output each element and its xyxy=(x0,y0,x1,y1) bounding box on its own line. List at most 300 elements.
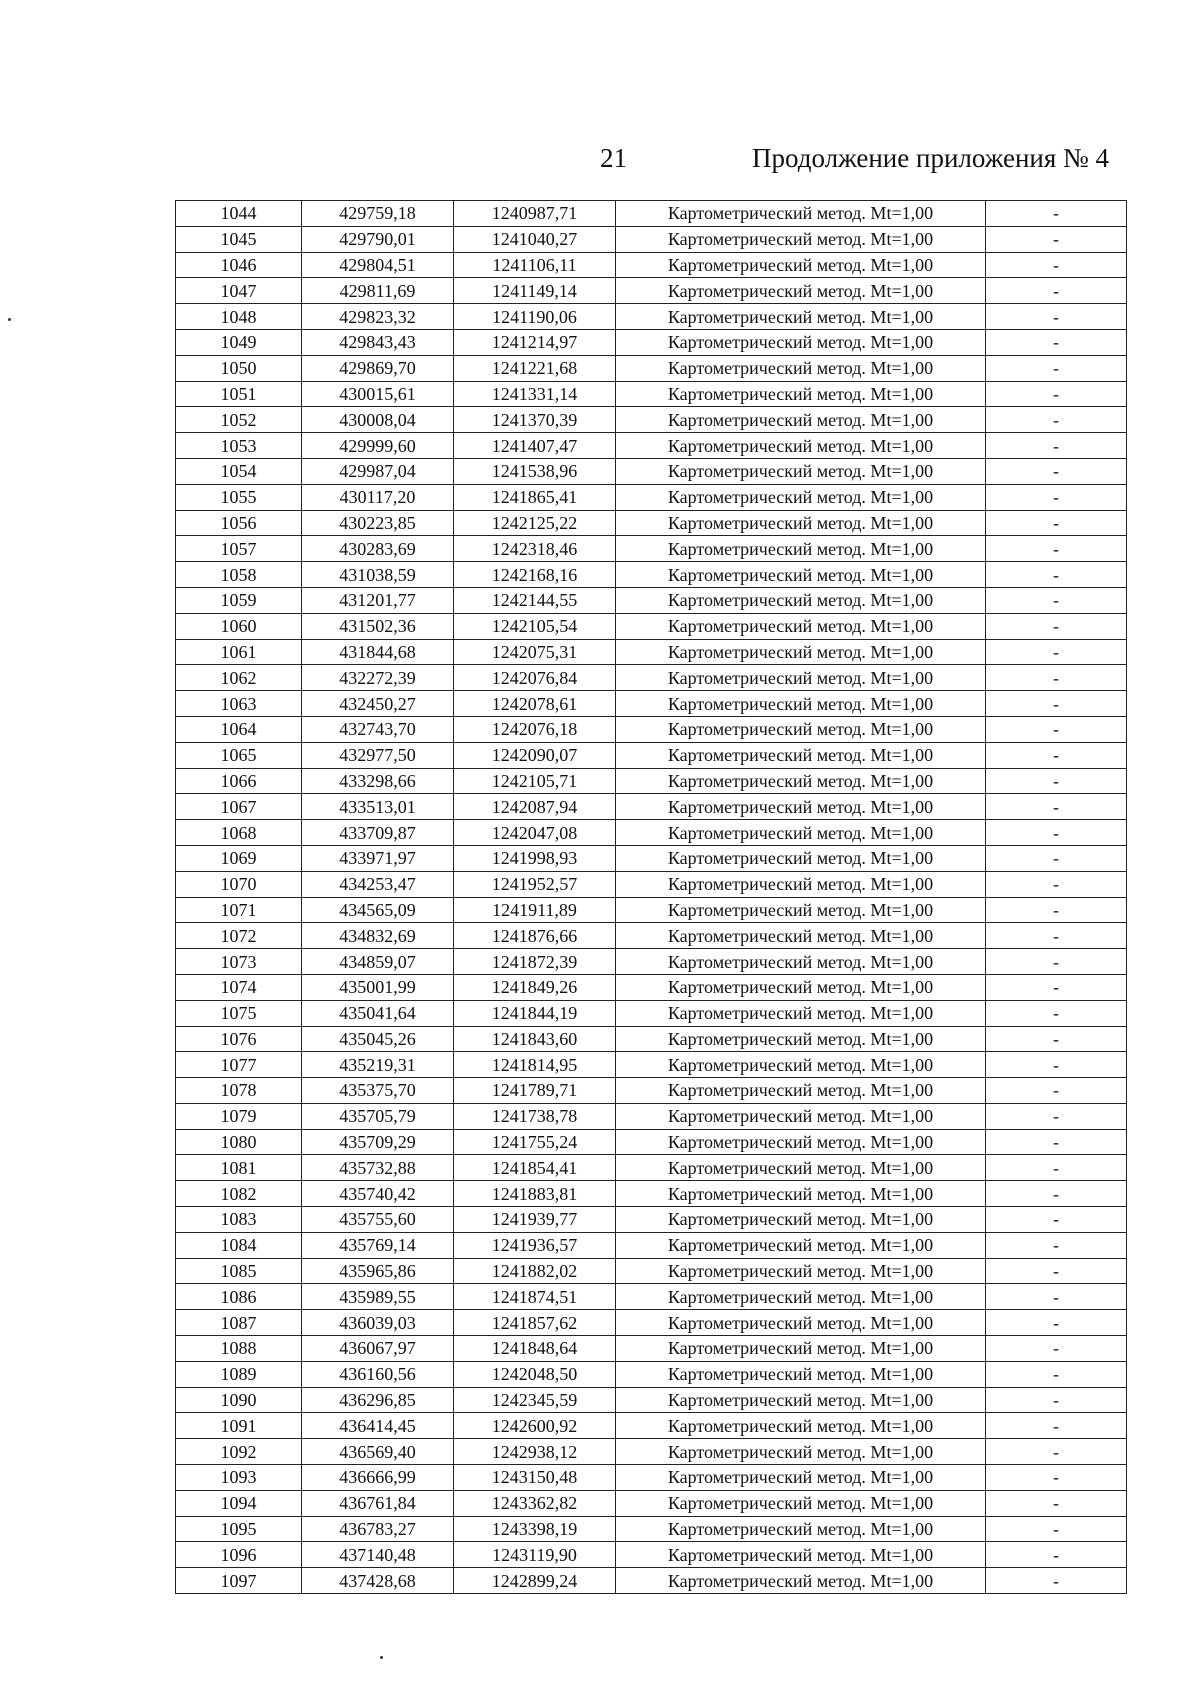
note-cell: - xyxy=(986,665,1127,691)
point-number-cell: 1052 xyxy=(176,407,302,433)
table-row xyxy=(176,304,1127,330)
table-row xyxy=(176,329,1127,355)
note-cell: - xyxy=(986,458,1127,484)
x-coordinate-cell: 431844,68 xyxy=(302,639,454,665)
table-row xyxy=(176,768,1127,794)
x-coordinate-cell: 434565,09 xyxy=(302,897,454,923)
x-coordinate-cell: 435732,88 xyxy=(302,1155,454,1181)
note-cell: - xyxy=(986,1490,1127,1516)
point-number-cell: 1069 xyxy=(176,845,302,871)
table-row xyxy=(176,433,1127,459)
x-coordinate-cell: 435045,26 xyxy=(302,1026,454,1052)
x-coordinate-cell: 435755,60 xyxy=(302,1207,454,1233)
table-row xyxy=(176,923,1127,949)
y-coordinate-cell: 1243150,48 xyxy=(454,1465,616,1491)
table-row xyxy=(176,716,1127,742)
y-coordinate-cell: 1241370,39 xyxy=(454,407,616,433)
y-coordinate-cell: 1241538,96 xyxy=(454,458,616,484)
note-cell: - xyxy=(986,974,1127,1000)
y-coordinate-cell: 1241849,26 xyxy=(454,974,616,1000)
note-cell: - xyxy=(986,433,1127,459)
point-number-cell: 1072 xyxy=(176,923,302,949)
y-coordinate-cell: 1241844,19 xyxy=(454,1000,616,1026)
y-coordinate-cell: 1241936,57 xyxy=(454,1232,616,1258)
note-cell: - xyxy=(986,1542,1127,1568)
method-cell: Картометрический метод. Mt=1,00 xyxy=(616,1490,986,1516)
y-coordinate-cell: 1242048,50 xyxy=(454,1361,616,1387)
method-cell: Картометрический метод. Mt=1,00 xyxy=(616,201,986,227)
table-row xyxy=(176,226,1127,252)
table-row xyxy=(176,1258,1127,1284)
note-cell: - xyxy=(986,1439,1127,1465)
table-row xyxy=(176,820,1127,846)
method-cell: Картометрический метод. Mt=1,00 xyxy=(616,1155,986,1181)
method-cell: Картометрический метод. Mt=1,00 xyxy=(616,639,986,665)
y-coordinate-cell: 1242087,94 xyxy=(454,794,616,820)
note-cell: - xyxy=(986,1568,1127,1594)
point-number-cell: 1066 xyxy=(176,768,302,794)
table-row xyxy=(176,1516,1127,1542)
y-coordinate-cell: 1241106,11 xyxy=(454,252,616,278)
method-cell: Картометрический метод. Mt=1,00 xyxy=(616,1181,986,1207)
x-coordinate-cell: 431038,59 xyxy=(302,562,454,588)
coordinates-table-body xyxy=(176,201,1127,1594)
x-coordinate-cell: 431502,36 xyxy=(302,613,454,639)
note-cell: - xyxy=(986,1284,1127,1310)
x-coordinate-cell: 434859,07 xyxy=(302,949,454,975)
point-number-cell: 1070 xyxy=(176,871,302,897)
method-cell: Картометрический метод. Mt=1,00 xyxy=(616,381,986,407)
point-number-cell: 1094 xyxy=(176,1490,302,1516)
y-coordinate-cell: 1241939,77 xyxy=(454,1207,616,1233)
y-coordinate-cell: 1241789,71 xyxy=(454,1078,616,1104)
point-number-cell: 1085 xyxy=(176,1258,302,1284)
y-coordinate-cell: 1242076,18 xyxy=(454,716,616,742)
note-cell: - xyxy=(986,820,1127,846)
y-coordinate-cell: 1242090,07 xyxy=(454,742,616,768)
method-cell: Картометрический метод. Mt=1,00 xyxy=(616,794,986,820)
method-cell: Картометрический метод. Mt=1,00 xyxy=(616,1129,986,1155)
note-cell: - xyxy=(986,304,1127,330)
point-number-cell: 1051 xyxy=(176,381,302,407)
table-row xyxy=(176,1490,1127,1516)
table-row xyxy=(176,536,1127,562)
x-coordinate-cell: 436761,84 xyxy=(302,1490,454,1516)
y-coordinate-cell: 1242600,92 xyxy=(454,1413,616,1439)
table-row xyxy=(176,510,1127,536)
y-coordinate-cell: 1241876,66 xyxy=(454,923,616,949)
method-cell: Картометрический метод. Mt=1,00 xyxy=(616,1336,986,1362)
method-cell: Картометрический метод. Mt=1,00 xyxy=(616,458,986,484)
table-row xyxy=(176,1413,1127,1439)
x-coordinate-cell: 433709,87 xyxy=(302,820,454,846)
point-number-cell: 1045 xyxy=(176,226,302,252)
point-number-cell: 1095 xyxy=(176,1516,302,1542)
table-row xyxy=(176,1232,1127,1258)
table-row xyxy=(176,1052,1127,1078)
y-coordinate-cell: 1241755,24 xyxy=(454,1129,616,1155)
y-coordinate-cell: 1241407,47 xyxy=(454,433,616,459)
table-row xyxy=(176,1155,1127,1181)
point-number-cell: 1080 xyxy=(176,1129,302,1155)
y-coordinate-cell: 1241738,78 xyxy=(454,1103,616,1129)
point-number-cell: 1048 xyxy=(176,304,302,330)
point-number-cell: 1092 xyxy=(176,1439,302,1465)
x-coordinate-cell: 432272,39 xyxy=(302,665,454,691)
note-cell: - xyxy=(986,278,1127,304)
table-row xyxy=(176,381,1127,407)
table-row xyxy=(176,639,1127,665)
note-cell: - xyxy=(986,1361,1127,1387)
point-number-cell: 1060 xyxy=(176,613,302,639)
page-title: Продолжение приложения № 4 xyxy=(752,143,1110,173)
table-row xyxy=(176,1542,1127,1568)
note-cell: - xyxy=(986,1258,1127,1284)
x-coordinate-cell: 429804,51 xyxy=(302,252,454,278)
y-coordinate-cell: 1242047,08 xyxy=(454,820,616,846)
note-cell: - xyxy=(986,1387,1127,1413)
table-row xyxy=(176,484,1127,510)
method-cell: Картометрический метод. Mt=1,00 xyxy=(616,1361,986,1387)
x-coordinate-cell: 429811,69 xyxy=(302,278,454,304)
method-cell: Картометрический метод. Mt=1,00 xyxy=(616,355,986,381)
note-cell: - xyxy=(986,1103,1127,1129)
note-cell: - xyxy=(986,1465,1127,1491)
point-number-cell: 1086 xyxy=(176,1284,302,1310)
method-cell: Картометрический метод. Mt=1,00 xyxy=(616,1387,986,1413)
point-number-cell: 1081 xyxy=(176,1155,302,1181)
point-number-cell: 1067 xyxy=(176,794,302,820)
y-coordinate-cell: 1241331,14 xyxy=(454,381,616,407)
table-row xyxy=(176,1361,1127,1387)
x-coordinate-cell: 429759,18 xyxy=(302,201,454,227)
note-cell: - xyxy=(986,742,1127,768)
point-number-cell: 1056 xyxy=(176,510,302,536)
x-coordinate-cell: 430223,85 xyxy=(302,510,454,536)
point-number-cell: 1078 xyxy=(176,1078,302,1104)
method-cell: Картометрический метод. Mt=1,00 xyxy=(616,949,986,975)
x-coordinate-cell: 431201,77 xyxy=(302,587,454,613)
point-number-cell: 1050 xyxy=(176,355,302,381)
point-number-cell: 1063 xyxy=(176,691,302,717)
x-coordinate-cell: 430008,04 xyxy=(302,407,454,433)
y-coordinate-cell: 1241874,51 xyxy=(454,1284,616,1310)
table-row xyxy=(176,1439,1127,1465)
method-cell: Картометрический метод. Mt=1,00 xyxy=(616,845,986,871)
table-row xyxy=(176,1181,1127,1207)
y-coordinate-cell: 1241848,64 xyxy=(454,1336,616,1362)
y-coordinate-cell: 1241843,60 xyxy=(454,1026,616,1052)
method-cell: Картометрический метод. Mt=1,00 xyxy=(616,691,986,717)
method-cell: Картометрический метод. Mt=1,00 xyxy=(616,742,986,768)
y-coordinate-cell: 1242144,55 xyxy=(454,587,616,613)
y-coordinate-cell: 1241149,14 xyxy=(454,278,616,304)
method-cell: Картометрический метод. Mt=1,00 xyxy=(616,562,986,588)
method-cell: Картометрический метод. Mt=1,00 xyxy=(616,1000,986,1026)
table-row xyxy=(176,691,1127,717)
note-cell: - xyxy=(986,613,1127,639)
note-cell: - xyxy=(986,329,1127,355)
note-cell: - xyxy=(986,226,1127,252)
point-number-cell: 1053 xyxy=(176,433,302,459)
note-cell: - xyxy=(986,949,1127,975)
y-coordinate-cell: 1242125,22 xyxy=(454,510,616,536)
method-cell: Картометрический метод. Mt=1,00 xyxy=(616,923,986,949)
method-cell: Картометрический метод. Mt=1,00 xyxy=(616,510,986,536)
table-row xyxy=(176,1207,1127,1233)
point-number-cell: 1096 xyxy=(176,1542,302,1568)
y-coordinate-cell: 1240987,71 xyxy=(454,201,616,227)
table-row xyxy=(176,252,1127,278)
note-cell: - xyxy=(986,1336,1127,1362)
point-number-cell: 1055 xyxy=(176,484,302,510)
x-coordinate-cell: 437140,48 xyxy=(302,1542,454,1568)
x-coordinate-cell: 435989,55 xyxy=(302,1284,454,1310)
x-coordinate-cell: 437428,68 xyxy=(302,1568,454,1594)
point-number-cell: 1075 xyxy=(176,1000,302,1026)
note-cell: - xyxy=(986,355,1127,381)
x-coordinate-cell: 430015,61 xyxy=(302,381,454,407)
method-cell: Картометрический метод. Mt=1,00 xyxy=(616,1052,986,1078)
table-row xyxy=(176,1310,1127,1336)
note-cell: - xyxy=(986,691,1127,717)
point-number-cell: 1082 xyxy=(176,1181,302,1207)
method-cell: Картометрический метод. Mt=1,00 xyxy=(616,1465,986,1491)
y-coordinate-cell: 1241998,93 xyxy=(454,845,616,871)
method-cell: Картометрический метод. Mt=1,00 xyxy=(616,329,986,355)
point-number-cell: 1059 xyxy=(176,587,302,613)
point-number-cell: 1064 xyxy=(176,716,302,742)
point-number-cell: 1073 xyxy=(176,949,302,975)
note-cell: - xyxy=(986,1207,1127,1233)
y-coordinate-cell: 1241221,68 xyxy=(454,355,616,381)
method-cell: Картометрический метод. Mt=1,00 xyxy=(616,304,986,330)
note-cell: - xyxy=(986,201,1127,227)
scan-speck xyxy=(380,1656,383,1659)
method-cell: Картометрический метод. Mt=1,00 xyxy=(616,1413,986,1439)
method-cell: Картометрический метод. Mt=1,00 xyxy=(616,1232,986,1258)
note-cell: - xyxy=(986,562,1127,588)
y-coordinate-cell: 1243398,19 xyxy=(454,1516,616,1542)
table-row xyxy=(176,1026,1127,1052)
note-cell: - xyxy=(986,1413,1127,1439)
x-coordinate-cell: 433298,66 xyxy=(302,768,454,794)
table-row xyxy=(176,458,1127,484)
point-number-cell: 1097 xyxy=(176,1568,302,1594)
x-coordinate-cell: 435965,86 xyxy=(302,1258,454,1284)
method-cell: Картометрический метод. Mt=1,00 xyxy=(616,1103,986,1129)
y-coordinate-cell: 1242938,12 xyxy=(454,1439,616,1465)
x-coordinate-cell: 435041,64 xyxy=(302,1000,454,1026)
note-cell: - xyxy=(986,381,1127,407)
x-coordinate-cell: 436160,56 xyxy=(302,1361,454,1387)
method-cell: Картометрический метод. Mt=1,00 xyxy=(616,974,986,1000)
table-row xyxy=(176,355,1127,381)
note-cell: - xyxy=(986,407,1127,433)
method-cell: Картометрический метод. Mt=1,00 xyxy=(616,820,986,846)
point-number-cell: 1068 xyxy=(176,820,302,846)
method-cell: Картометрический метод. Mt=1,00 xyxy=(616,1542,986,1568)
point-number-cell: 1083 xyxy=(176,1207,302,1233)
note-cell: - xyxy=(986,1181,1127,1207)
x-coordinate-cell: 432743,70 xyxy=(302,716,454,742)
y-coordinate-cell: 1241814,95 xyxy=(454,1052,616,1078)
table-row xyxy=(176,1465,1127,1491)
note-cell: - xyxy=(986,1129,1127,1155)
method-cell: Картометрический метод. Mt=1,00 xyxy=(616,1284,986,1310)
note-cell: - xyxy=(986,1000,1127,1026)
y-coordinate-cell: 1242345,59 xyxy=(454,1387,616,1413)
method-cell: Картометрический метод. Mt=1,00 xyxy=(616,1568,986,1594)
point-number-cell: 1091 xyxy=(176,1413,302,1439)
y-coordinate-cell: 1241882,02 xyxy=(454,1258,616,1284)
y-coordinate-cell: 1242105,54 xyxy=(454,613,616,639)
x-coordinate-cell: 430283,69 xyxy=(302,536,454,562)
y-coordinate-cell: 1241883,81 xyxy=(454,1181,616,1207)
y-coordinate-cell: 1241952,57 xyxy=(454,871,616,897)
x-coordinate-cell: 435375,70 xyxy=(302,1078,454,1104)
x-coordinate-cell: 433971,97 xyxy=(302,845,454,871)
x-coordinate-cell: 434253,47 xyxy=(302,871,454,897)
table-row xyxy=(176,1000,1127,1026)
x-coordinate-cell: 433513,01 xyxy=(302,794,454,820)
note-cell: - xyxy=(986,1078,1127,1104)
point-number-cell: 1090 xyxy=(176,1387,302,1413)
table-row xyxy=(176,871,1127,897)
table-row xyxy=(176,742,1127,768)
x-coordinate-cell: 432977,50 xyxy=(302,742,454,768)
x-coordinate-cell: 429790,01 xyxy=(302,226,454,252)
x-coordinate-cell: 435769,14 xyxy=(302,1232,454,1258)
x-coordinate-cell: 435705,79 xyxy=(302,1103,454,1129)
table-row xyxy=(176,845,1127,871)
point-number-cell: 1061 xyxy=(176,639,302,665)
y-coordinate-cell: 1243119,90 xyxy=(454,1542,616,1568)
table-row xyxy=(176,665,1127,691)
point-number-cell: 1087 xyxy=(176,1310,302,1336)
method-cell: Картометрический метод. Mt=1,00 xyxy=(616,1207,986,1233)
y-coordinate-cell: 1241872,39 xyxy=(454,949,616,975)
method-cell: Картометрический метод. Mt=1,00 xyxy=(616,897,986,923)
note-cell: - xyxy=(986,768,1127,794)
x-coordinate-cell: 435709,29 xyxy=(302,1129,454,1155)
y-coordinate-cell: 1241865,41 xyxy=(454,484,616,510)
point-number-cell: 1084 xyxy=(176,1232,302,1258)
page-number: 21 xyxy=(600,143,627,173)
y-coordinate-cell: 1242075,31 xyxy=(454,639,616,665)
y-coordinate-cell: 1241911,89 xyxy=(454,897,616,923)
y-coordinate-cell: 1242168,16 xyxy=(454,562,616,588)
x-coordinate-cell: 435740,42 xyxy=(302,1181,454,1207)
method-cell: Картометрический метод. Mt=1,00 xyxy=(616,536,986,562)
y-coordinate-cell: 1243362,82 xyxy=(454,1490,616,1516)
note-cell: - xyxy=(986,1155,1127,1181)
table-row xyxy=(176,1078,1127,1104)
point-number-cell: 1046 xyxy=(176,252,302,278)
y-coordinate-cell: 1242899,24 xyxy=(454,1568,616,1594)
point-number-cell: 1049 xyxy=(176,329,302,355)
x-coordinate-cell: 429999,60 xyxy=(302,433,454,459)
method-cell: Картометрический метод. Mt=1,00 xyxy=(616,665,986,691)
note-cell: - xyxy=(986,716,1127,742)
point-number-cell: 1054 xyxy=(176,458,302,484)
table-row xyxy=(176,974,1127,1000)
method-cell: Картометрический метод. Mt=1,00 xyxy=(616,407,986,433)
x-coordinate-cell: 436666,99 xyxy=(302,1465,454,1491)
point-number-cell: 1062 xyxy=(176,665,302,691)
method-cell: Картометрический метод. Mt=1,00 xyxy=(616,1026,986,1052)
note-cell: - xyxy=(986,510,1127,536)
point-number-cell: 1047 xyxy=(176,278,302,304)
page-header xyxy=(0,140,1200,180)
x-coordinate-cell: 436569,40 xyxy=(302,1439,454,1465)
method-cell: Картометрический метод. Mt=1,00 xyxy=(616,484,986,510)
x-coordinate-cell: 429843,43 xyxy=(302,329,454,355)
note-cell: - xyxy=(986,536,1127,562)
point-number-cell: 1076 xyxy=(176,1026,302,1052)
x-coordinate-cell: 436067,97 xyxy=(302,1336,454,1362)
point-number-cell: 1088 xyxy=(176,1336,302,1362)
method-cell: Картометрический метод. Mt=1,00 xyxy=(616,1310,986,1336)
note-cell: - xyxy=(986,587,1127,613)
method-cell: Картометрический метод. Mt=1,00 xyxy=(616,1516,986,1542)
table-row xyxy=(176,1568,1127,1594)
y-coordinate-cell: 1242078,61 xyxy=(454,691,616,717)
note-cell: - xyxy=(986,1516,1127,1542)
point-number-cell: 1089 xyxy=(176,1361,302,1387)
point-number-cell: 1077 xyxy=(176,1052,302,1078)
x-coordinate-cell: 429869,70 xyxy=(302,355,454,381)
note-cell: - xyxy=(986,1232,1127,1258)
x-coordinate-cell: 430117,20 xyxy=(302,484,454,510)
method-cell: Картометрический метод. Mt=1,00 xyxy=(616,226,986,252)
x-coordinate-cell: 435219,31 xyxy=(302,1052,454,1078)
note-cell: - xyxy=(986,1310,1127,1336)
point-number-cell: 1058 xyxy=(176,562,302,588)
point-number-cell: 1071 xyxy=(176,897,302,923)
table-row xyxy=(176,1129,1127,1155)
method-cell: Картометрический метод. Mt=1,00 xyxy=(616,871,986,897)
y-coordinate-cell: 1242076,84 xyxy=(454,665,616,691)
method-cell: Картометрический метод. Mt=1,00 xyxy=(616,1258,986,1284)
y-coordinate-cell: 1241190,06 xyxy=(454,304,616,330)
method-cell: Картометрический метод. Mt=1,00 xyxy=(616,768,986,794)
method-cell: Картометрический метод. Mt=1,00 xyxy=(616,1078,986,1104)
scan-speck xyxy=(8,318,11,321)
note-cell: - xyxy=(986,1052,1127,1078)
point-number-cell: 1044 xyxy=(176,201,302,227)
method-cell: Картометрический метод. Mt=1,00 xyxy=(616,716,986,742)
x-coordinate-cell: 436296,85 xyxy=(302,1387,454,1413)
y-coordinate-cell: 1241854,41 xyxy=(454,1155,616,1181)
table-row xyxy=(176,949,1127,975)
note-cell: - xyxy=(986,794,1127,820)
note-cell: - xyxy=(986,897,1127,923)
table-row xyxy=(176,407,1127,433)
x-coordinate-cell: 429987,04 xyxy=(302,458,454,484)
table-row xyxy=(176,1103,1127,1129)
method-cell: Картометрический метод. Mt=1,00 xyxy=(616,1439,986,1465)
x-coordinate-cell: 432450,27 xyxy=(302,691,454,717)
table-row xyxy=(176,587,1127,613)
table-row xyxy=(176,613,1127,639)
note-cell: - xyxy=(986,923,1127,949)
point-number-cell: 1074 xyxy=(176,974,302,1000)
table-row xyxy=(176,278,1127,304)
method-cell: Картометрический метод. Mt=1,00 xyxy=(616,433,986,459)
table-row xyxy=(176,1284,1127,1310)
point-number-cell: 1093 xyxy=(176,1465,302,1491)
